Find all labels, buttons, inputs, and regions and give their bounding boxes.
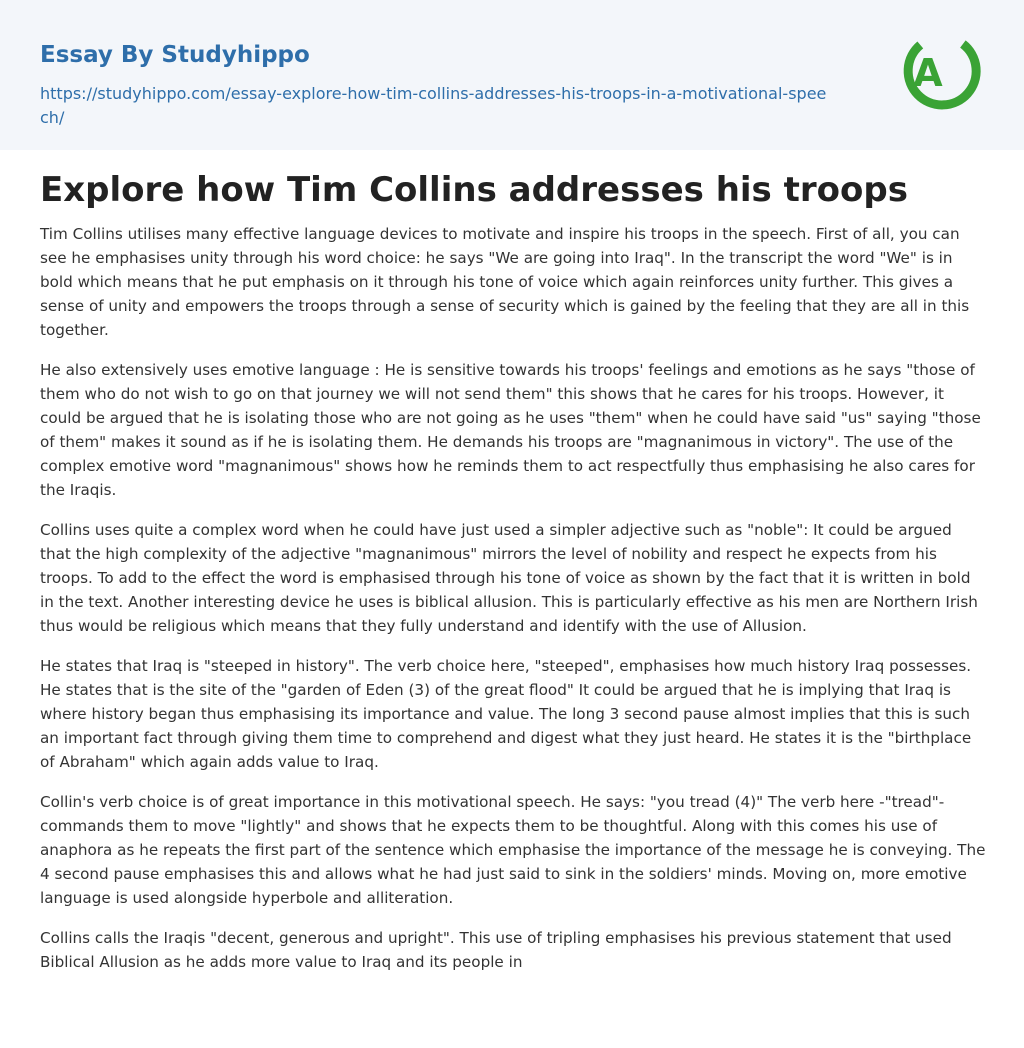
essay-content [0,170,1024,974]
logo-letter: A [913,51,943,95]
source-url-link[interactable]: https://studyhippo.com/essay-explore-how-tim-collins-addresses-his-troops-in-a-motivational-speech/ [40,84,827,127]
essay-paragraph-2: He also extensively uses emotive language : He is sensitive towards his troops' feelings and emotions as he says "those of them who do not wish to go on that journey we will not send them" this shows that he cares for his troops. However, it could be argued that he is isolating those who are not going as he uses "them" when he could have said "us" saying "those of them" makes it sound as if he is isolating them. He demands his troops are "magnanimous in victory". The use of the complex emotive word "magnanimous" shows how he reminds them to act respectfully thus emphasising he also cares for the Iraqis. [40,361,981,499]
essay-paragraph-3: Collins uses quite a complex word when he could have just used a simpler adjective such as "noble": It could be argued that the high complexity of the adjective "magnanimous" mirrors the level of nobility and respect he expects from his troops. To add to the effect the word is emphasised through his tone of voice as shown by the fact that it is written in bold in the text. Another interesting device he uses is biblical allusion. This is particularly effective as his men are Northern Irish thus would be religious which means that they fully understand and identify with the use of Allusion. [40,521,978,635]
site-title[interactable]: Essay By Studyhippo [40,42,310,68]
essay-paragraph-6: Collins calls the Iraqis "decent, generous and upright". This use of tripling emphasises his previous statement that used Biblical Allusion as he adds more value to Iraq and its people in [40,929,952,971]
essay-paragraph-1: Tim Collins utilises many effective language devices to motivate and inspire his troops in the speech. First of all, you can see he emphasises unity through his word choice: he says "We are going into Iraq". In the transcript the word "We" is in bold which means that he put emphasis on it through his tone of voice which again reinforces unity further. This gives a sense of unity and empowers the troops through a sense of security which is gained by the feeling that they are all in this together. [40,225,970,339]
essay-paragraph-5: Collin's verb choice is of great importance in this motivational speech. He says: "you tread (4)" The verb here -"tread"- commands them to move "lightly" and shows that he expects them to be thoughtful. Along with this comes his use of anaphora as he repeats the first part of the sentence which emphasise the importance of the message he is conveying. The 4 second pause emphasises this and allows what he had just said to sink in the soldiers' minds. Moving on, more emotive language is used alongside hyperbole and alliteration. [40,793,986,907]
studyhippo-logo-icon[interactable] [900,30,984,114]
site-header [0,0,1024,150]
essay-paragraph-4: He states that Iraq is "steeped in history". The verb choice here, "steeped", emphasises how much history Iraq possesses. He states that is the site of the "garden of Eden (3) of the great flood" It could be argued that he is implying that Iraq is where history began thus emphasising its importance and value. The long 3 second pause almost implies that this is such an important fact through giving them time to comprehend and digest what they just heard. He states it is the "birthplace of Abraham" which again adds value to Iraq. [40,657,972,771]
essay-title: Explore how Tim Collins addresses his troops [40,170,908,210]
